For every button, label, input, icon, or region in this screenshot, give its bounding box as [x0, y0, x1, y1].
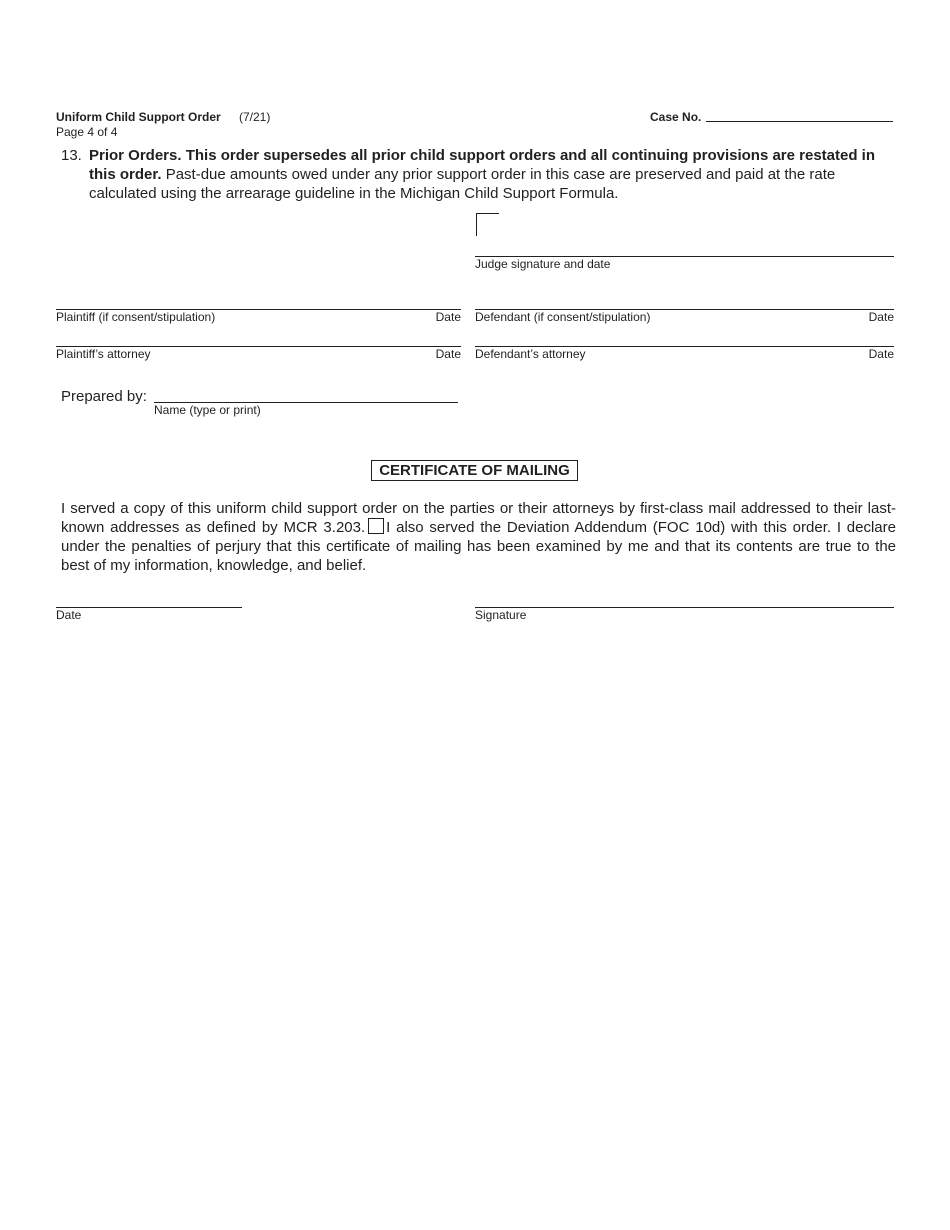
certificate-text-part-1: I served a copy of this uniform child support order on the parties or their attorneys by first-class mail addressed to their last-known addresses as defined by MCR 3.203. — [61, 500, 896, 536]
defendant-label: Defendant (if consent/stipulation) — [475, 310, 651, 324]
certificate-text — [61, 499, 896, 575]
certificate-date-label: Date — [56, 608, 82, 622]
defendant-attorney-label: Defendant’s attorney — [475, 347, 586, 361]
item-13-bold: Prior Orders. This order supersedes all prior child support orders and all continuing provisions are restated in this order. — [89, 147, 876, 183]
plaintiff-date-label: Date — [435, 310, 461, 324]
certificate-text-part-2: I also served the Deviation Addendum (FOC 10d) with this order. I declare under the penalties of perjury that this certificate of mailing has been examined by me and that its contents are true to the best of my information, knowledge, and belief. — [61, 519, 896, 574]
certificate-signature-line[interactable] — [475, 607, 894, 608]
plaintiff-attorney-label: Plaintiff’s attorney — [56, 347, 151, 361]
plaintiff-attorney-date-label: Date — [435, 347, 461, 361]
defendant-date-label: Date — [868, 310, 894, 324]
item-13-text — [89, 146, 889, 203]
page-number: Page 4 of 4 — [56, 125, 118, 139]
prepared-by-sublabel: Name (type or print) — [154, 403, 261, 417]
plaintiff-label: Plaintiff (if consent/stipulation) — [56, 310, 216, 324]
certificate-title: CERTIFICATE OF MAILING — [371, 460, 578, 481]
defendant-attorney-date-label: Date — [868, 347, 894, 361]
prepared-by-label: Prepared by: — [61, 388, 147, 405]
form-title: Uniform Child Support Order — [56, 110, 221, 124]
judge-signature-label: Judge signature and date — [475, 257, 611, 271]
case-no-field[interactable] — [706, 121, 893, 122]
item-13-body: Past-due amounts owed under any prior support order in this case are preserved and paid at the rate calculated using the arrearage guideline in the Michigan Child Support Formula. — [89, 166, 836, 202]
seal-corner-mark — [476, 213, 499, 236]
form-version: (7/21) — [239, 110, 271, 124]
deviation-addendum-checkbox[interactable] — [368, 518, 384, 534]
case-no-label: Case No. — [650, 110, 702, 124]
certificate-date-line[interactable] — [56, 607, 242, 608]
certificate-signature-label: Signature — [475, 608, 527, 622]
item-13-number: 13. — [61, 147, 82, 164]
